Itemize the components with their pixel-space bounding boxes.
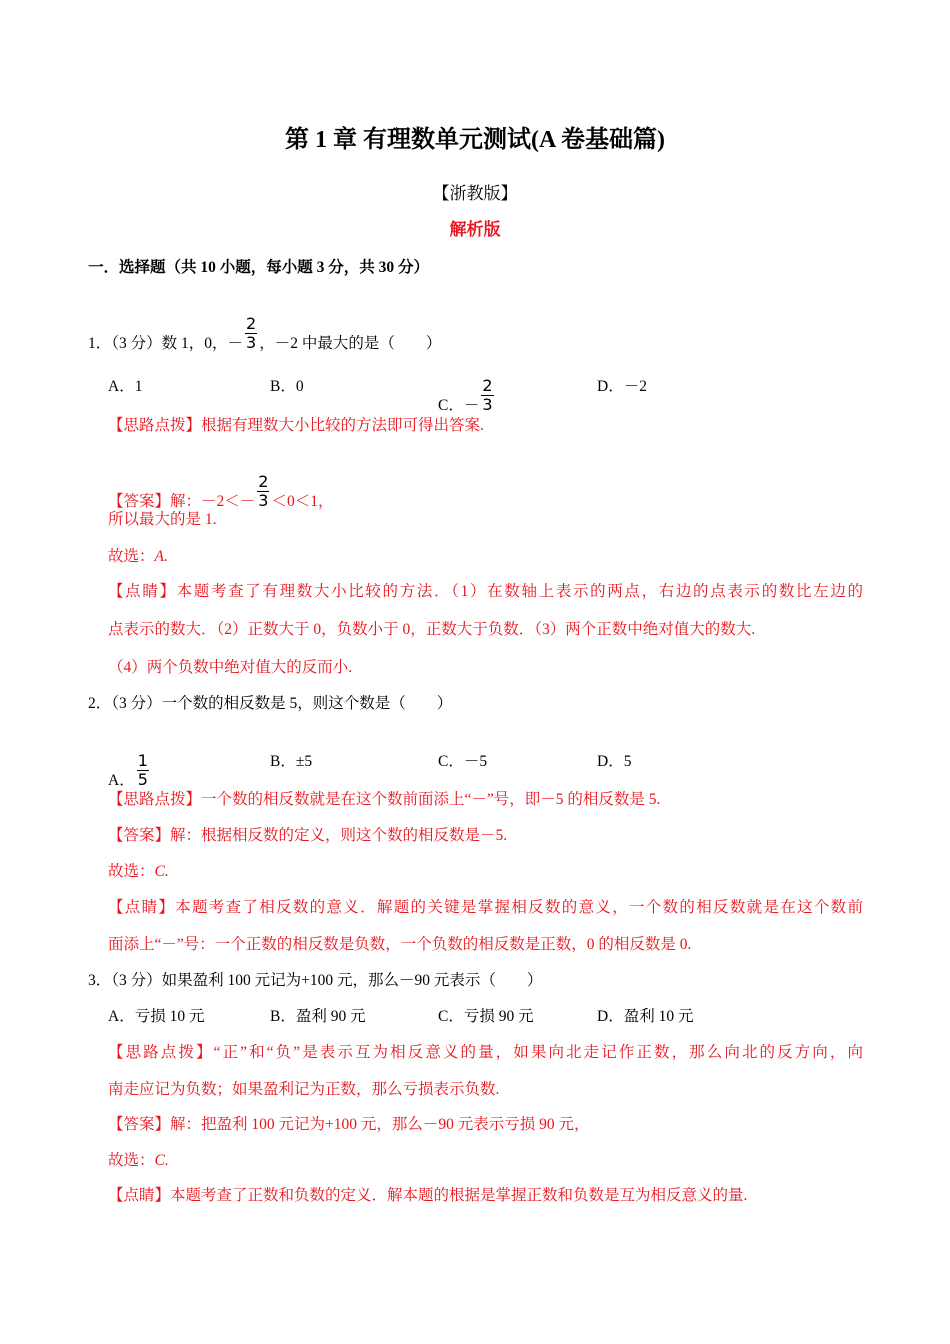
- q3-option-d[interactable]: D．盈利 10 元: [597, 1008, 694, 1025]
- q2-comment-1: 【点睛】本题考查了相反数的意义．解题的关键是掌握相反数的意义，一个数的相反数就是在这个数前: [108, 899, 863, 916]
- option-label: C．－: [438, 397, 480, 414]
- answer-text: 【答案】解：－2＜－: [108, 493, 256, 510]
- answer-text: ＜0＜1，: [271, 493, 334, 510]
- choice-value: C.: [154, 863, 169, 880]
- q3-option-c[interactable]: C．亏损 90 元: [438, 1008, 534, 1025]
- numerator: 1: [137, 751, 148, 770]
- page-title: 第 1 章 有理数单元测试(A 卷基础篇): [285, 127, 665, 153]
- q1-choice: [108, 547, 168, 567]
- q1-hint: 【思路点拨】根据有理数大小比较的方法即可得出答案.: [108, 417, 484, 434]
- stem-text: 1．（3 分）数 1，0，－: [88, 335, 244, 352]
- q3-option-a[interactable]: A．亏损 10 元: [108, 1008, 205, 1025]
- q2-answer: 【答案】解：根据相反数的定义，则这个数的相反数是－5.: [108, 827, 508, 844]
- q2-option-b[interactable]: B．±5: [270, 753, 313, 770]
- choice-value: A.: [154, 548, 168, 565]
- q1-comment-3: （4）两个负数中绝对值大的反而小.: [108, 659, 353, 676]
- q1-answer: [108, 473, 333, 512]
- fraction: [245, 315, 257, 352]
- q2-option-a[interactable]: [108, 752, 151, 791]
- q2-hint: 【思路点拨】一个数的相反数就是在这个数前面添上“－”号，即－5 的相反数是 5.: [108, 791, 661, 808]
- denominator: 3: [482, 395, 493, 414]
- question-2-stem: 2．（3 分）一个数的相反数是 5，则这个数是（ ）: [88, 695, 453, 712]
- option-label: A．: [108, 772, 135, 789]
- q3-hint-2: 南走应记为负数；如果盈利记为正数，那么亏损表示负数.: [108, 1081, 500, 1098]
- choice-label: 故选：: [108, 863, 155, 880]
- q2-option-d[interactable]: D．5: [597, 753, 632, 770]
- section-heading: 一．选择题（共 10 小题，每小题 3 分，共 30 分）: [88, 259, 430, 276]
- q3-hint-1: 【思路点拨】“正”和“负”是表示互为相反意义的量，如果向北走记作正数，那么向北的反方向，向: [108, 1044, 863, 1061]
- q2-option-c[interactable]: C．－5: [438, 753, 488, 770]
- q1-comment-1: 【点睛】本题考查了有理数大小比较的方法．（1）在数轴上表示的两点，右边的点表示的数比左边的: [108, 583, 863, 600]
- fraction: [137, 752, 149, 789]
- q3-comment: 【点睛】本题考查了正数和负数的定义．解本题的根据是掌握正数和负数是互为相反意义的量.: [108, 1187, 748, 1204]
- numerator: 2: [246, 314, 257, 333]
- numerator: 2: [482, 376, 493, 395]
- q1-option-a[interactable]: A．1: [108, 378, 143, 395]
- choice-label: 故选：: [108, 1152, 155, 1169]
- choice-label: 故选：: [108, 548, 155, 565]
- question-3-stem: 3．（3 分）如果盈利 100 元记为+100 元，那么－90 元表示（ ）: [88, 972, 543, 989]
- denominator: 5: [137, 770, 148, 789]
- question-1-stem: [88, 315, 441, 354]
- q1-answer-line2: 所以最大的是 1.: [108, 511, 217, 528]
- choice-value: C.: [154, 1152, 169, 1169]
- numerator: 2: [258, 472, 269, 491]
- q1-comment-2: 点表示的数大．（2）正数大于 0，负数小于 0，正数大于负数．（3）两个正数中绝对值大的数大.: [108, 621, 756, 638]
- fraction: [481, 377, 493, 414]
- edition-label: 【浙教版】: [432, 184, 518, 203]
- version-label: 解析版: [449, 220, 501, 240]
- q2-comment-2: 面添上“－”号：一个正数的相反数是负数，一个负数的相反数是正数，0 的相反数是 0.: [108, 936, 692, 953]
- q1-option-d[interactable]: D．－2: [597, 378, 647, 395]
- denominator: 3: [258, 491, 269, 510]
- q3-option-b[interactable]: B．盈利 90 元: [270, 1008, 366, 1025]
- stem-text: ，－2 中最大的是（ ）: [259, 335, 442, 352]
- q1-option-c[interactable]: [438, 377, 496, 416]
- q3-answer: 【答案】解：把盈利 100 元记为+100 元，那么－90 元表示亏损 90 元，: [108, 1116, 590, 1133]
- q2-choice: [108, 862, 169, 882]
- fraction: [257, 473, 269, 510]
- q3-choice: [108, 1151, 169, 1171]
- q1-option-b[interactable]: B．0: [270, 378, 304, 395]
- denominator: 3: [246, 333, 257, 352]
